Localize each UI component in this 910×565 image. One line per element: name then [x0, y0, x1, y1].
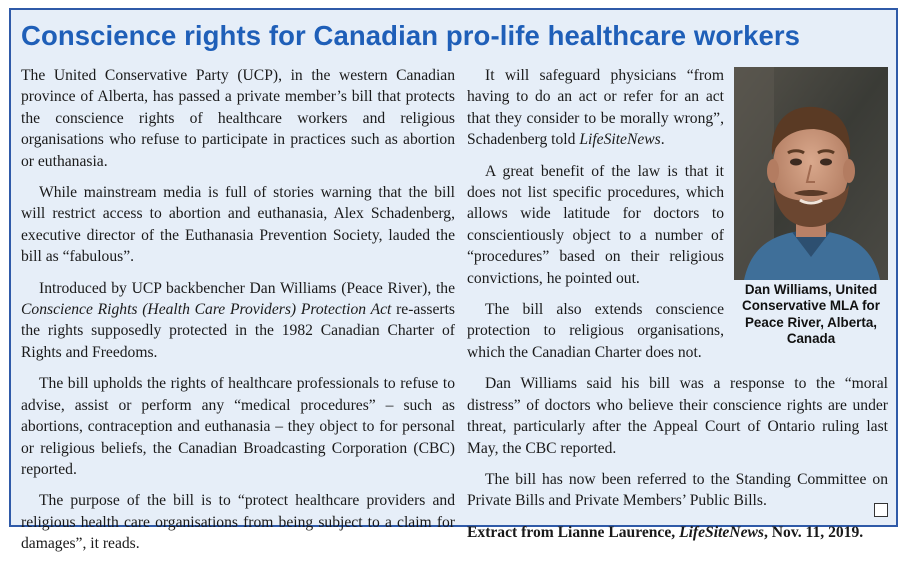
article-column-left — [21, 65, 455, 565]
portrait-photo — [734, 67, 888, 280]
article-column-right — [467, 65, 888, 553]
source-publication: LifeSiteNews — [679, 523, 764, 541]
paragraph-2: While mainstream media is full of stories warning that the bill will restrict access to abortion and euthanasia, Alex Schadenberg, executive director of the Euthanasia Prevention Society, lauded the bill as “fabulous”. — [21, 184, 455, 266]
source-text-b: , Nov. 11, 2019. — [763, 523, 864, 541]
paragraph-3-text-a: Introduced by UCP backbencher Dan Williams (Peace River), the — [39, 279, 455, 297]
article-box — [9, 8, 898, 553]
source-text-a: Extract from Lianne Laurence, — [467, 523, 680, 541]
paragraph-4: The bill upholds the rights of healthcare professionals to refuse to advise, assist or perform any “medical procedures” – such as abortions, contraception and euthanasia – they object to for personal or religious beliefs, the Canadian Broadcasting Corporation (CBC) reported. — [21, 375, 455, 478]
paragraph-7: A great benefit of the law is that it does not list specific procedures, which allows wide latitude for doctors to conscientiously object to a number of “procedures” based on their religious convictions, he pointed out. — [467, 162, 724, 287]
paragraph-6-text-b: . — [660, 131, 665, 149]
end-mark-box — [874, 503, 888, 517]
paragraph-3 — [21, 278, 455, 364]
paragraph-3-text-b: re-asserts the rights supposedly protected in the 1982 Canadian Charter of Rights and Freedoms. — [21, 301, 455, 361]
paragraph-6-text-a: It will safeguard physicians “from having to do an act or refer for an act that they consider to be morally wrong”, Schadenberg told — [467, 67, 724, 149]
paragraph-1: The United Conservative Party (UCP), in the western Canadian province of Alberta, has passed a private member’s bill that protects the conscience rights of healthcare workers and religious organisations who refuse to participate in practices such as abortion or euthanasia. — [21, 67, 455, 170]
paragraph-5: The purpose of the bill is to “protect healthcare providers and religious health care organisations from being subject to a claim for damages”, it reads. — [21, 492, 455, 553]
photo-block — [734, 67, 888, 348]
paragraph-8: The bill also extends conscience protection to religious organisations, which the Canadian Charter does not. — [467, 301, 724, 361]
act-name: Conscience Rights (Health Care Providers) Protection Act — [21, 301, 392, 319]
photo-caption: Dan Williams, United Conservative MLA for Peace River, Alberta, Canada — [742, 282, 880, 347]
source-credit — [467, 522, 888, 543]
paragraph-10: The bill has now been referred to the Standing Committee on Private Bills and Private Members’ Public Bills. — [467, 470, 888, 510]
publication-name: LifeSiteNews — [579, 131, 661, 149]
paragraph-9: Dan Williams said his bill was a response to the “moral distress” of doctors who believe their conscience rights are under threat, particularly after the Appeal Court of Ontario ruling last May, the CBC reported. — [467, 375, 888, 457]
article-title: Conscience rights for Canadian pro-life healthcare workers — [21, 20, 801, 51]
